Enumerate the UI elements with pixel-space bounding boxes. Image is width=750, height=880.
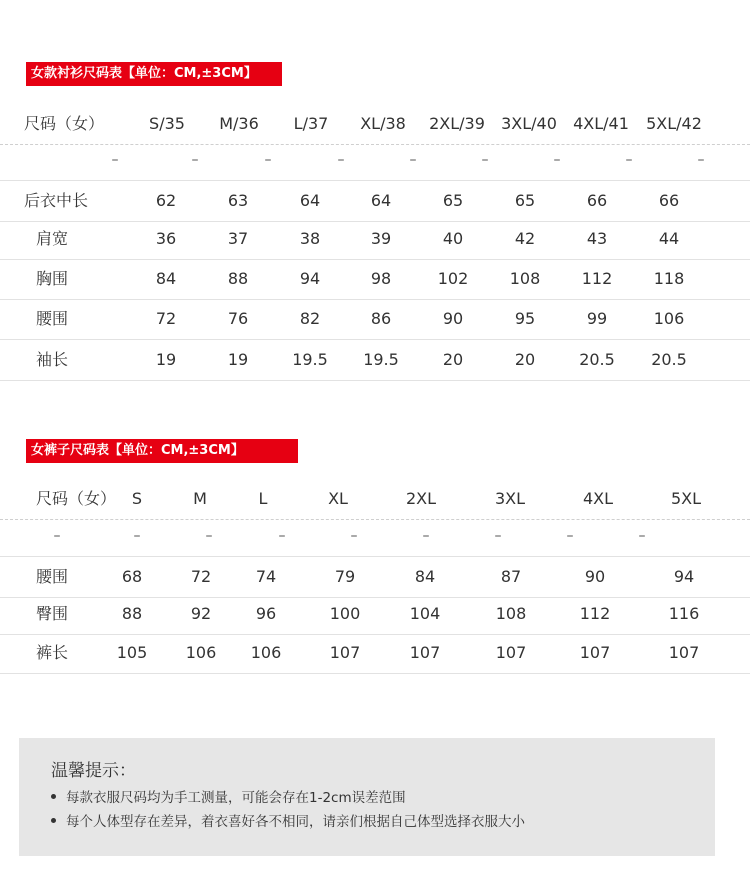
row-label: 裤长 [36, 643, 69, 662]
table-cell: 65 [514, 191, 536, 210]
table-cell: 19.5 [292, 350, 328, 369]
dash-mark: – [350, 528, 358, 544]
row-label: 后衣中长 [24, 191, 89, 210]
dash-mark: – [133, 528, 141, 544]
table-cell: 94 [299, 269, 321, 288]
table-cell: 88 [227, 269, 249, 288]
row-label: 肩宽 [36, 229, 69, 248]
table-cell: 105 [116, 643, 148, 662]
table-cell: 107 [495, 643, 527, 662]
table-cell: 96 [255, 604, 277, 623]
table-cell: 87 [500, 567, 522, 586]
dash-mark: – [494, 528, 502, 544]
table-cell: 20 [442, 350, 464, 369]
table-row [0, 259, 750, 300]
row-label: 腰围 [36, 309, 69, 328]
table-cell: 116 [668, 604, 700, 623]
table-cell: 84 [414, 567, 436, 586]
dash-mark: – [422, 528, 430, 544]
shirt-dash-row [0, 140, 750, 181]
table-cell: 64 [370, 191, 392, 210]
dash-mark: – [264, 152, 272, 168]
table-row [0, 340, 750, 381]
table-cell: 107 [579, 643, 611, 662]
size-column-header: 3XL/40 [501, 114, 557, 133]
dash-mark: – [278, 528, 286, 544]
size-column-header: 3XL [494, 489, 526, 508]
table-cell: 98 [370, 269, 392, 288]
dash-mark: – [566, 528, 574, 544]
table-cell: 104 [409, 604, 441, 623]
size-column-header: S/35 [149, 114, 185, 133]
dash-mark: – [53, 528, 61, 544]
table-cell: 72 [190, 567, 212, 586]
table-cell: 20.5 [579, 350, 615, 369]
tips-title: 温馨提示： [51, 761, 136, 781]
dash-mark: – [625, 152, 633, 168]
table-cell: 102 [437, 269, 469, 288]
table-cell: 44 [658, 229, 680, 248]
row-label: 袖长 [36, 350, 69, 369]
table-cell: 43 [586, 229, 608, 248]
dash-mark: – [697, 152, 705, 168]
size-column-header: XL [328, 489, 348, 508]
dash-mark: – [481, 152, 489, 168]
row-label: 胸围 [36, 269, 69, 288]
table-cell: 107 [329, 643, 361, 662]
table-cell: 82 [299, 309, 321, 328]
dash-mark: – [191, 152, 199, 168]
pants-header-row [0, 479, 750, 520]
table-cell: 65 [442, 191, 464, 210]
tip-text: 每款衣服尺码均为手工测量，可能会存在1-2cm误差范围 [66, 790, 406, 806]
shirt-header-row [0, 104, 750, 145]
bullet-icon [51, 818, 56, 823]
table-cell: 90 [584, 567, 606, 586]
pants-dash-row [0, 516, 750, 557]
dash-mark: – [111, 152, 119, 168]
table-cell: 38 [299, 229, 321, 248]
dash-mark: – [205, 528, 213, 544]
table-cell: 118 [653, 269, 685, 288]
shirt-header-label: 尺码（女） [24, 114, 105, 133]
pants-size-title: 女裤子尺码表【单位：CM,±3CM】 [31, 443, 244, 458]
size-column-header: XL/38 [360, 114, 406, 133]
table-row [0, 557, 750, 598]
table-cell: 76 [227, 309, 249, 328]
table-cell: 95 [514, 309, 536, 328]
tips-box [19, 738, 715, 856]
row-label: 腰围 [36, 567, 69, 586]
dash-mark: – [337, 152, 345, 168]
table-cell: 74 [255, 567, 277, 586]
size-column-header: 4XL/41 [573, 114, 629, 133]
table-cell: 88 [121, 604, 143, 623]
size-column-header: S [131, 489, 143, 508]
table-cell: 107 [409, 643, 441, 662]
dash-mark: – [553, 152, 561, 168]
table-row [0, 299, 750, 340]
table-cell: 68 [121, 567, 143, 586]
bullet-icon [51, 794, 56, 799]
table-cell: 37 [227, 229, 249, 248]
table-cell: 19 [227, 350, 249, 369]
table-cell: 42 [514, 229, 536, 248]
size-column-header: 5XL/42 [646, 114, 702, 133]
table-cell: 40 [442, 229, 464, 248]
size-column-header: 4XL [582, 489, 614, 508]
table-row [0, 594, 750, 635]
table-cell: 66 [658, 191, 680, 210]
size-column-header: 2XL [405, 489, 437, 508]
table-cell: 106 [653, 309, 685, 328]
size-column-header: M [193, 489, 207, 508]
table-cell: 72 [155, 309, 177, 328]
table-cell: 112 [581, 269, 613, 288]
table-row [0, 219, 750, 260]
table-cell: 100 [329, 604, 361, 623]
row-label: 臀围 [36, 604, 69, 623]
table-cell: 107 [668, 643, 700, 662]
tip-text: 每个人体型存在差异，着衣喜好各不相同，请亲们根据自己体型选择衣服大小 [66, 814, 525, 830]
size-column-header: L [258, 489, 268, 508]
table-cell: 86 [370, 309, 392, 328]
table-cell: 62 [155, 191, 177, 210]
table-cell: 112 [579, 604, 611, 623]
table-cell: 20 [514, 350, 536, 369]
table-cell: 64 [299, 191, 321, 210]
table-row [0, 181, 750, 222]
table-cell: 92 [190, 604, 212, 623]
table-cell: 36 [155, 229, 177, 248]
tip-item [51, 810, 525, 830]
table-cell: 108 [495, 604, 527, 623]
table-cell: 90 [442, 309, 464, 328]
table-cell: 20.5 [651, 350, 687, 369]
table-cell: 79 [334, 567, 356, 586]
table-cell: 99 [586, 309, 608, 328]
dash-mark: – [409, 152, 417, 168]
shirt-size-title: 女款衬衫尺码表【单位：CM,±3CM】 [31, 66, 257, 81]
table-row [0, 633, 750, 674]
table-cell: 66 [586, 191, 608, 210]
table-cell: 84 [155, 269, 177, 288]
table-cell: 63 [227, 191, 249, 210]
table-cell: 106 [250, 643, 282, 662]
table-cell: 39 [370, 229, 392, 248]
table-cell: 94 [673, 567, 695, 586]
table-cell: 106 [185, 643, 217, 662]
table-cell: 108 [509, 269, 541, 288]
size-column-header: 2XL/39 [429, 114, 485, 133]
size-column-header: L/37 [293, 114, 329, 133]
pants-header-label: 尺码（女） [36, 489, 117, 508]
size-column-header: 5XL [670, 489, 702, 508]
pants-size-banner [26, 439, 298, 463]
dash-mark: – [638, 528, 646, 544]
table-cell: 19 [155, 350, 177, 369]
tip-item [51, 786, 406, 806]
shirt-size-banner [26, 62, 282, 86]
table-cell: 19.5 [363, 350, 399, 369]
size-column-header: M/36 [219, 114, 259, 133]
